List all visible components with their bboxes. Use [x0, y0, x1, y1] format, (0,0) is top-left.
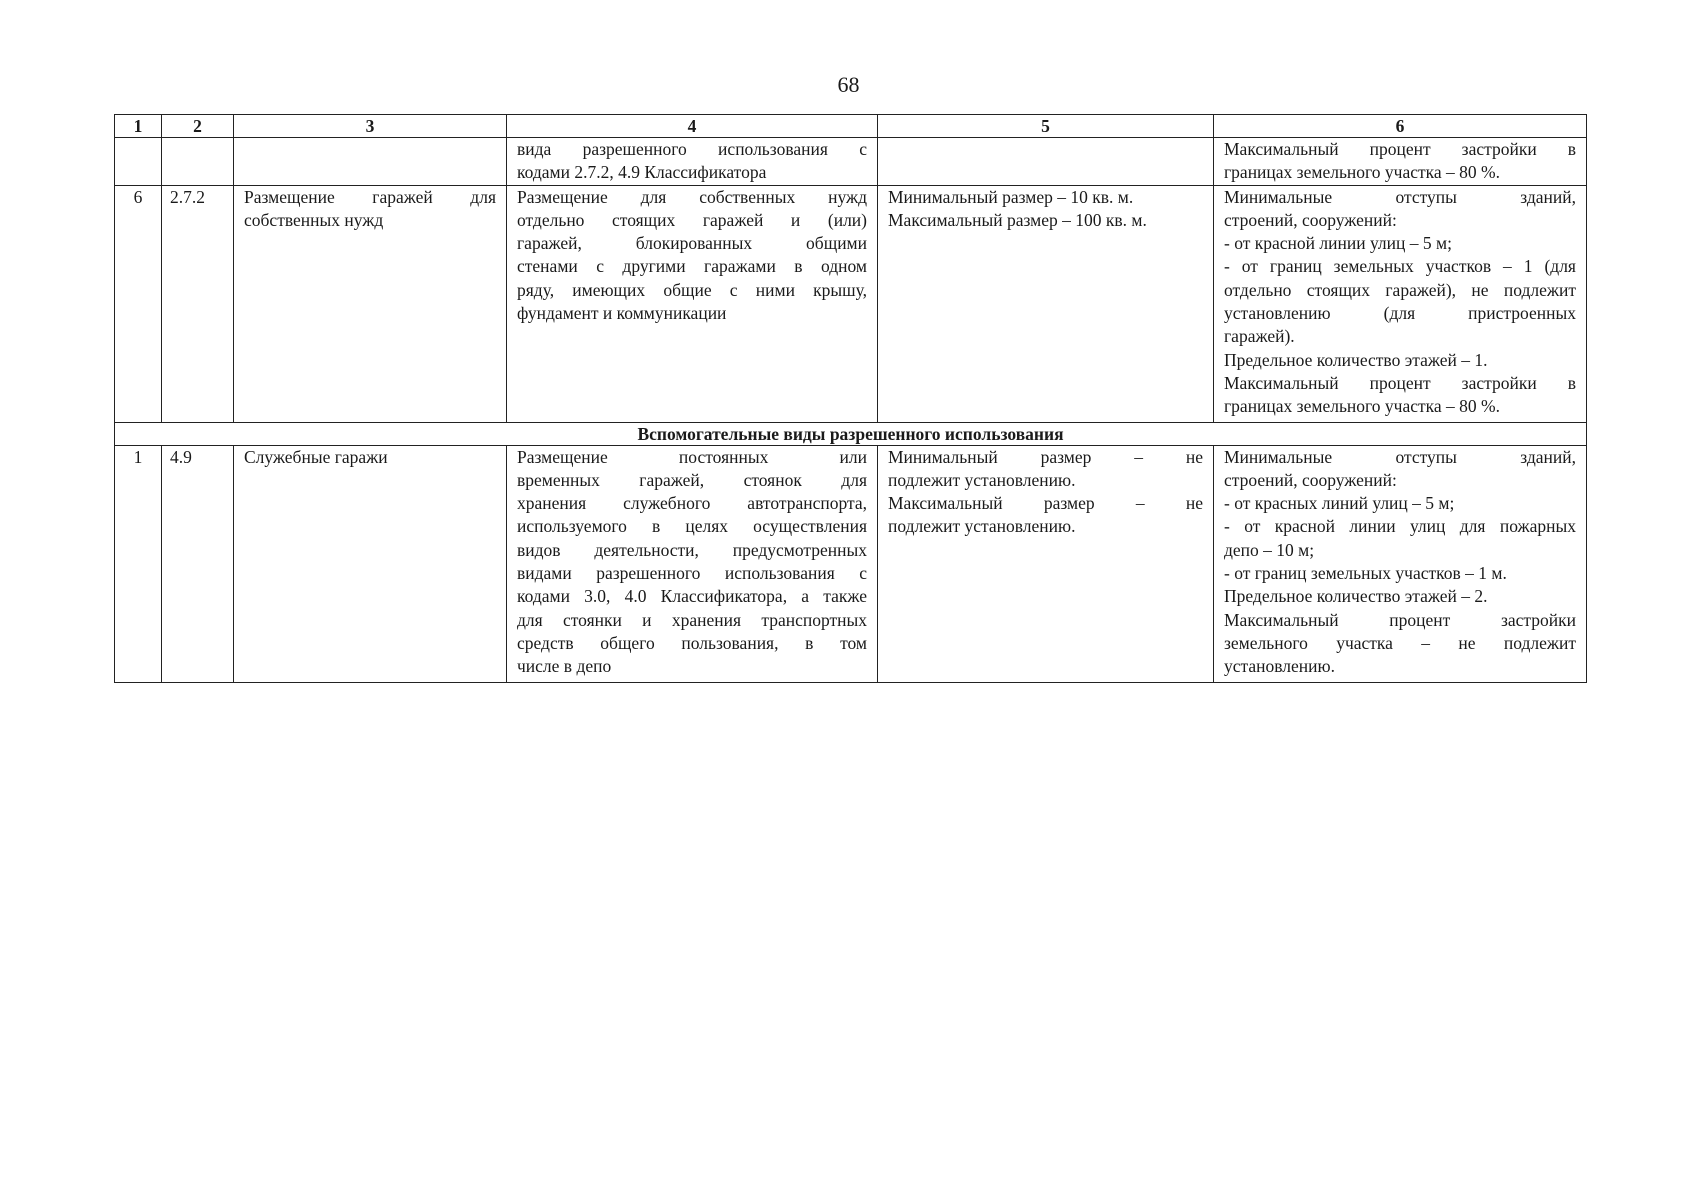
text-line: Размещение для собственных нужд: [517, 186, 867, 207]
text-line: используемого в целях осуществления: [517, 516, 867, 537]
text-line: фундамент и коммуникации: [517, 303, 727, 324]
cell-num: 6: [115, 185, 162, 422]
text-line: отдельно стоящих гаражей и (или): [517, 209, 867, 230]
text-line: собственных нужд: [244, 209, 384, 230]
text-line: Размещение постоянных или: [517, 446, 867, 467]
text-line: хранения служебного автотранспорта,: [517, 493, 867, 514]
text-line: видов деятельности, предусмотренных: [517, 539, 867, 560]
text-line: - от красных линий улиц – 5 м;: [1224, 493, 1455, 514]
cell-name: [234, 138, 507, 186]
text-line: Минимальные отступы зданий,: [1224, 186, 1576, 207]
cell-code: 4.9: [162, 445, 234, 682]
page-number: 68: [837, 72, 860, 97]
text-line: - от границ земельных участков – 1 (для: [1224, 256, 1576, 277]
text-line: Размещение гаражей для: [244, 186, 496, 207]
text-line: Минимальный размер – не: [888, 446, 1203, 467]
table-row-continuation: [115, 138, 1587, 186]
cell-code: [162, 138, 234, 186]
cell-sizes: [878, 138, 1214, 186]
text-line: стенами с другими гаражами в одном: [517, 256, 867, 277]
text-line: установлению (для пристроенных: [1224, 303, 1576, 324]
text-line: установлению.: [1224, 656, 1335, 677]
text-line: депо – 10 м;: [1224, 539, 1315, 560]
table-row-garages-own-needs: [115, 185, 1587, 422]
cell-params: [1214, 185, 1587, 422]
text-line: Служебные гаражи: [244, 446, 388, 467]
section-header-row: [115, 422, 1587, 445]
text-line: Максимальный процент застройки: [1224, 609, 1576, 630]
text-line: подлежит установлению.: [888, 516, 1076, 537]
table-row-service-garages: [115, 445, 1587, 682]
text-line: числе в депо: [517, 656, 612, 677]
text-line: Максимальный размер – 100 кв. м.: [888, 209, 1147, 230]
text-line: видами разрешенного использования с: [517, 563, 867, 584]
cell-description: [507, 445, 878, 682]
column-header-4: 4: [507, 115, 878, 138]
column-header-5: 5: [878, 115, 1214, 138]
text-line: Предельное количество этажей – 1.: [1224, 349, 1488, 370]
column-header-3: 3: [234, 115, 507, 138]
cell-description: [507, 185, 878, 422]
column-header-6: 6: [1214, 115, 1587, 138]
text-line: Минимальный размер – 10 кв. м.: [888, 186, 1134, 207]
text-line: средств общего пользования, в том: [517, 632, 867, 653]
text-line: Максимальный процент застройки в: [1224, 139, 1576, 159]
text-line: границах земельного участка – 80 %.: [1224, 162, 1500, 183]
text-line: ряду, имеющих общие с ними крышу,: [517, 279, 867, 300]
section-title: Вспомогательные виды разрешенного использования: [115, 422, 1587, 445]
text-line: гаражей).: [1224, 326, 1295, 347]
cell-params: [1214, 445, 1587, 682]
cell-code: 2.7.2: [162, 185, 234, 422]
text-line: - от красной линии улиц для пожарных: [1224, 516, 1576, 537]
text-line: подлежит установлению.: [888, 469, 1076, 490]
text-line: - от границ земельных участков – 1 м.: [1224, 563, 1507, 584]
text-line: границах земельного участка – 80 %.: [1224, 396, 1500, 417]
text-line: гаражей, блокированных общими: [517, 233, 867, 254]
cell-params: [1214, 138, 1587, 186]
zoning-table: [114, 114, 1587, 683]
cell-num: [115, 138, 162, 186]
text-line: строений, сооружений:: [1224, 469, 1397, 490]
column-header-2: 2: [162, 115, 234, 138]
cell-name: [234, 445, 507, 682]
text-line: кодами 3.0, 4.0 Классификатора, а также: [517, 586, 867, 607]
text-line: вида разрешенного использования с: [517, 139, 867, 159]
cell-description: [507, 138, 878, 186]
column-header-1: 1: [115, 115, 162, 138]
cell-num: 1: [115, 445, 162, 682]
text-line: Максимальный процент застройки в: [1224, 372, 1576, 393]
cell-sizes: [878, 445, 1214, 682]
cell-name: [234, 185, 507, 422]
text-line: отдельно стоящих гаражей), не подлежит: [1224, 279, 1576, 300]
text-line: строений, сооружений:: [1224, 209, 1397, 230]
cell-sizes: [878, 185, 1214, 422]
text-line: кодами 2.7.2, 4.9 Классификатора: [517, 162, 767, 183]
table-header-row: [115, 115, 1587, 138]
text-line: для стоянки и хранения транспортных: [517, 609, 867, 630]
text-line: - от красной линии улиц – 5 м;: [1224, 233, 1452, 254]
text-line: временных гаражей, стоянок для: [517, 469, 867, 490]
text-line: Максимальный размер – не: [888, 493, 1203, 514]
text-line: земельного участка – не подлежит: [1224, 632, 1576, 653]
text-line: Минимальные отступы зданий,: [1224, 446, 1576, 467]
text-line: Предельное количество этажей – 2.: [1224, 586, 1488, 607]
